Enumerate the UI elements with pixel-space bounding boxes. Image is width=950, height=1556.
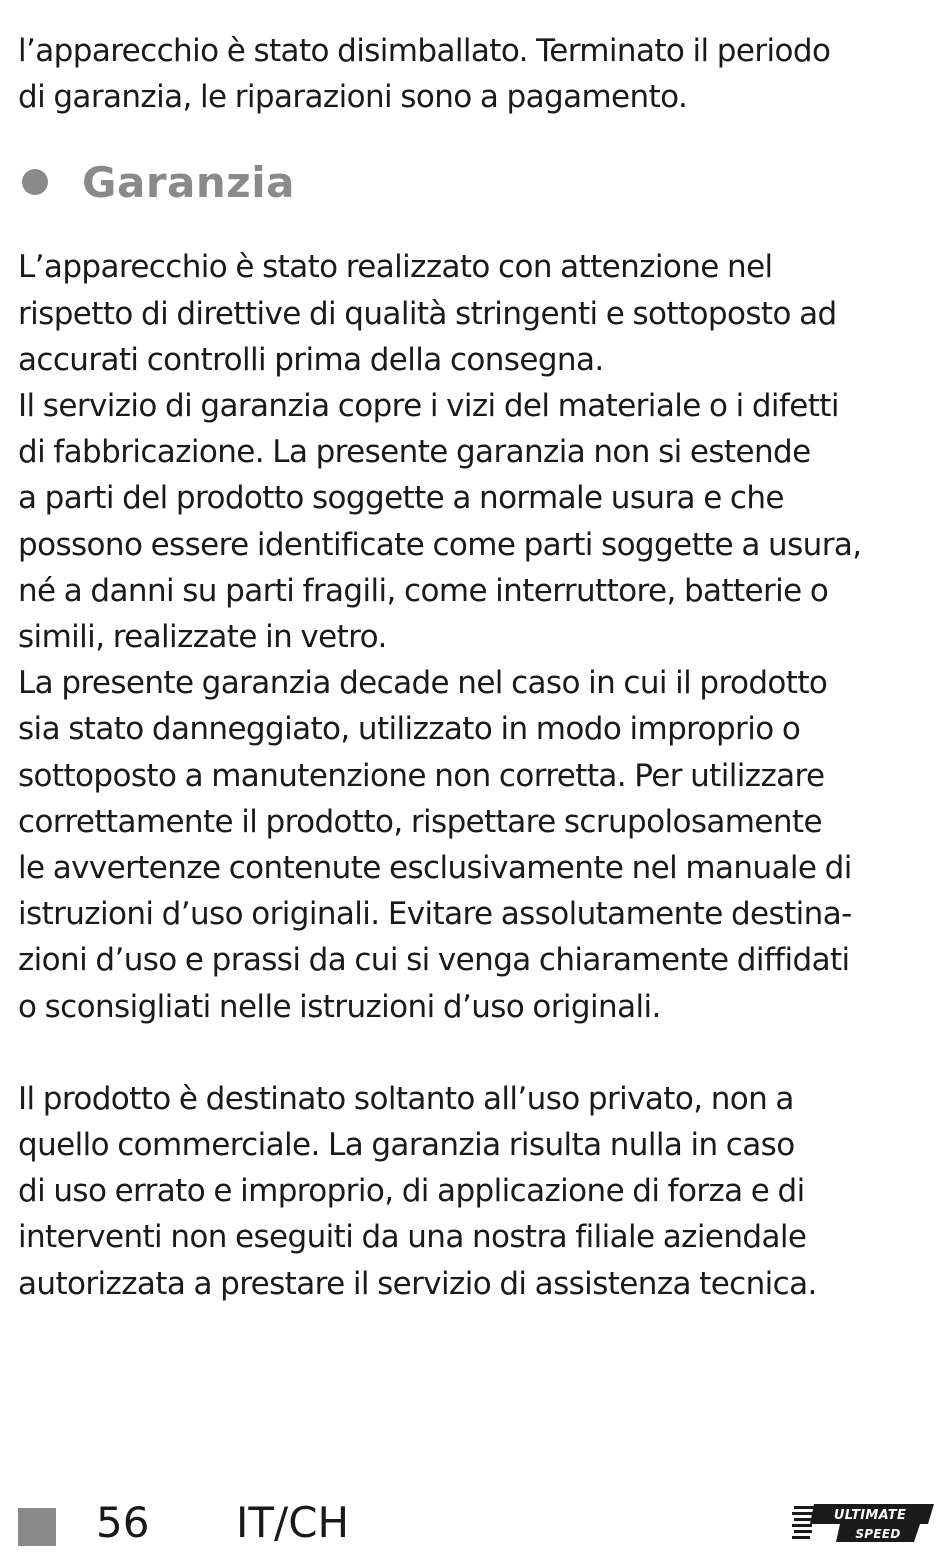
text-line: di uso errato e improprio, di applicazione di forza e di: [18, 1173, 805, 1210]
text-line: né a danni su parti fragili, come interruttore, batterie o: [18, 572, 829, 609]
section-title: Garanzia: [82, 157, 295, 207]
text-line: o sconsigliati nelle istruzioni d’uso originali.: [18, 988, 661, 1025]
text-line: Il servizio di garanzia copre i vizi del materiale o i difetti: [18, 388, 839, 425]
locale-code: IT/CH: [236, 1498, 350, 1547]
logo-text-bottom: SPEED: [855, 1527, 901, 1541]
text-line: rispetto di direttive di qualità stringenti e sottoposto ad: [18, 295, 837, 332]
page-footer: [18, 1500, 934, 1556]
warranty-paragraph-2: [18, 1076, 934, 1307]
document-page: [18, 28, 934, 1307]
page-number: 56: [96, 1498, 150, 1547]
text-line: le avvertenze contenute esclusivamente nel manuale di: [18, 850, 852, 887]
text-line: zioni d’uso e prassi da cui si venga chiaramente diffidati: [18, 942, 850, 979]
text-line: L’apparecchio è stato realizzato con attenzione nel: [18, 249, 773, 286]
text-line: sottoposto a manutenzione non corretta. Per utilizzare: [18, 757, 825, 794]
bullet-icon: [22, 169, 48, 195]
brand-logo: [792, 1500, 934, 1544]
text-line: l’apparecchio è stato disimballato. Terminato il periodo: [18, 33, 831, 69]
text-line: interventi non eseguiti da una nostra filiale aziendale: [18, 1219, 807, 1256]
warranty-paragraph-1: [18, 244, 934, 1029]
text-line: autorizzata a prestare il servizio di assistenza tecnica.: [18, 1265, 817, 1302]
text-line: a parti del prodotto soggette a normale usura e che: [18, 480, 784, 517]
intro-paragraph: [18, 28, 934, 120]
section-heading: [18, 152, 934, 212]
text-line: quello commerciale. La garanzia risulta nulla in caso: [18, 1127, 795, 1164]
square-marker-icon: [18, 1508, 56, 1546]
text-line: simili, realizzate in vetro.: [18, 619, 387, 656]
text-line: istruzioni d’uso originali. Evitare assolutamente destina-: [18, 896, 852, 933]
text-line: Il prodotto è destinato soltanto all’uso privato, non a: [18, 1080, 794, 1117]
text-line: accurati controlli prima della consegna.: [18, 341, 604, 378]
text-line: sia stato danneggiato, utilizzato in modo improprio o: [18, 711, 801, 748]
text-line: di fabbricazione. La presente garanzia non si estende: [18, 434, 811, 471]
text-line: possono essere identificate come parti soggette a usura,: [18, 526, 862, 563]
text-line: correttamente il prodotto, rispettare scrupolosamente: [18, 803, 822, 840]
text-line: di garanzia, le riparazioni sono a pagamento.: [18, 79, 688, 116]
text-line: La presente garanzia decade nel caso in cui il prodotto: [18, 665, 828, 702]
logo-text-top: ULTIMATE: [833, 1508, 907, 1523]
